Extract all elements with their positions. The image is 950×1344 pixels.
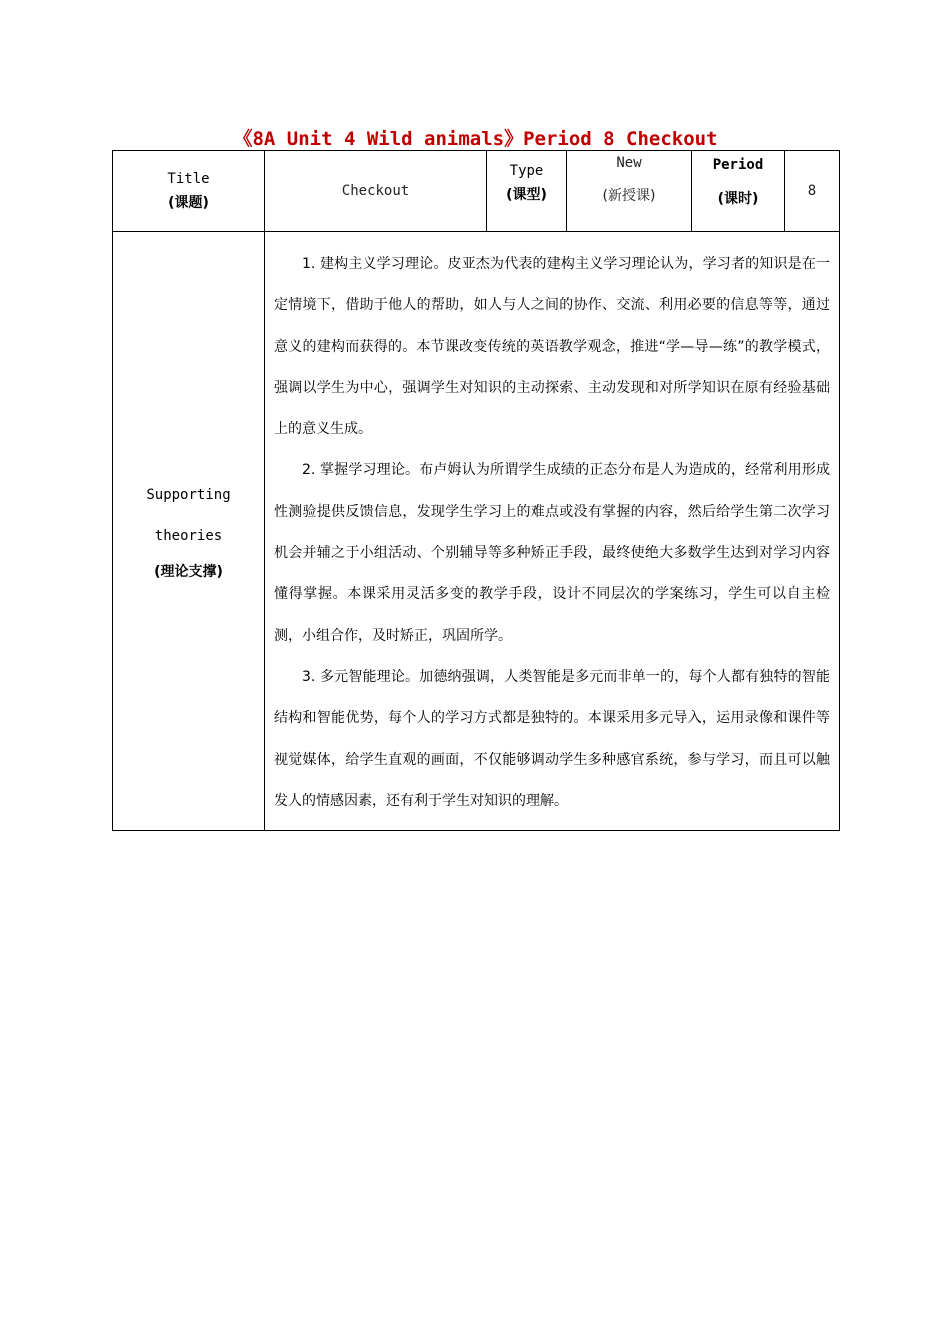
theory-paragraph-3: 3. 多元智能理论。加德纳强调，人类智能是多元而非单一的，每个人都有独特的智能结构和智能优势，每个人的学习方式都是独特的。本课采用多元导入，运用录像和课件等视觉媒体，给学生直观的画面，不仅能够调动学生多种感官系统，参与学习，而且可以触发人的情感因素，还有利于学生对知识的理解。 (274, 668, 830, 809)
theories-label-en-2: theories (154, 528, 223, 545)
lesson-plan-table (112, 150, 840, 831)
type-value-cn: (新授课) (602, 188, 656, 204)
theory-paragraph-2: 2. 掌握学习理论。布卢姆认为所谓学生成绩的正态分布是人为造成的，经常利用形成性测验提供反馈信息，发现学生学习上的难点或没有掌握的内容，然后给学生第二次学习机会并辅之于小组活动、个别辅导等多种矫正手段，最终使绝大多数学生达到对学习内容懂得掌握。本课采用灵活多变的教学手段，设计不同层次的学案练习，学生可以自主检测，小组合作，及时矫正，巩固所学。 (274, 462, 830, 644)
title-label-cell (113, 151, 265, 232)
period-value: 8 (785, 151, 840, 232)
type-label-en: Type (509, 163, 544, 179)
theories-body (265, 232, 840, 831)
document-title: 《8A Unit 4 Wild animals》Period 8 Checkout (233, 128, 718, 150)
title-value: Checkout (265, 151, 487, 232)
type-value-en: New (616, 155, 642, 171)
theories-label-cn: (理论支撑) (154, 564, 223, 581)
type-value-cell (567, 151, 692, 232)
header-row (113, 151, 840, 232)
period-label-cell (692, 151, 785, 232)
theories-label-en-1: Supporting (146, 487, 231, 504)
type-label-cell (487, 151, 567, 232)
theories-row (113, 232, 840, 831)
theory-paragraph-1: 1. 建构主义学习理论。皮亚杰为代表的建构主义学习理论认为，学习者的知识是在一定情境下，借助于他人的帮助，如人与人之间的协作、交流、利用必要的信息等等，通过意义的建构而获得的。本节课改变传统的英语教学观念，推进“学—导—练”的教学模式，强调以学生为中心，强调学生对知识的主动探索、主动发现和对所学知识在原有经验基础上的意义生成。 (274, 256, 830, 438)
title-label-en: Title (167, 171, 210, 187)
theories-label-cell (113, 232, 265, 831)
period-label-en: Period (712, 157, 764, 173)
type-label-cn: (课型) (506, 187, 547, 203)
title-label-cn: (课题) (168, 195, 209, 211)
period-label-cn: (课时) (717, 191, 759, 207)
